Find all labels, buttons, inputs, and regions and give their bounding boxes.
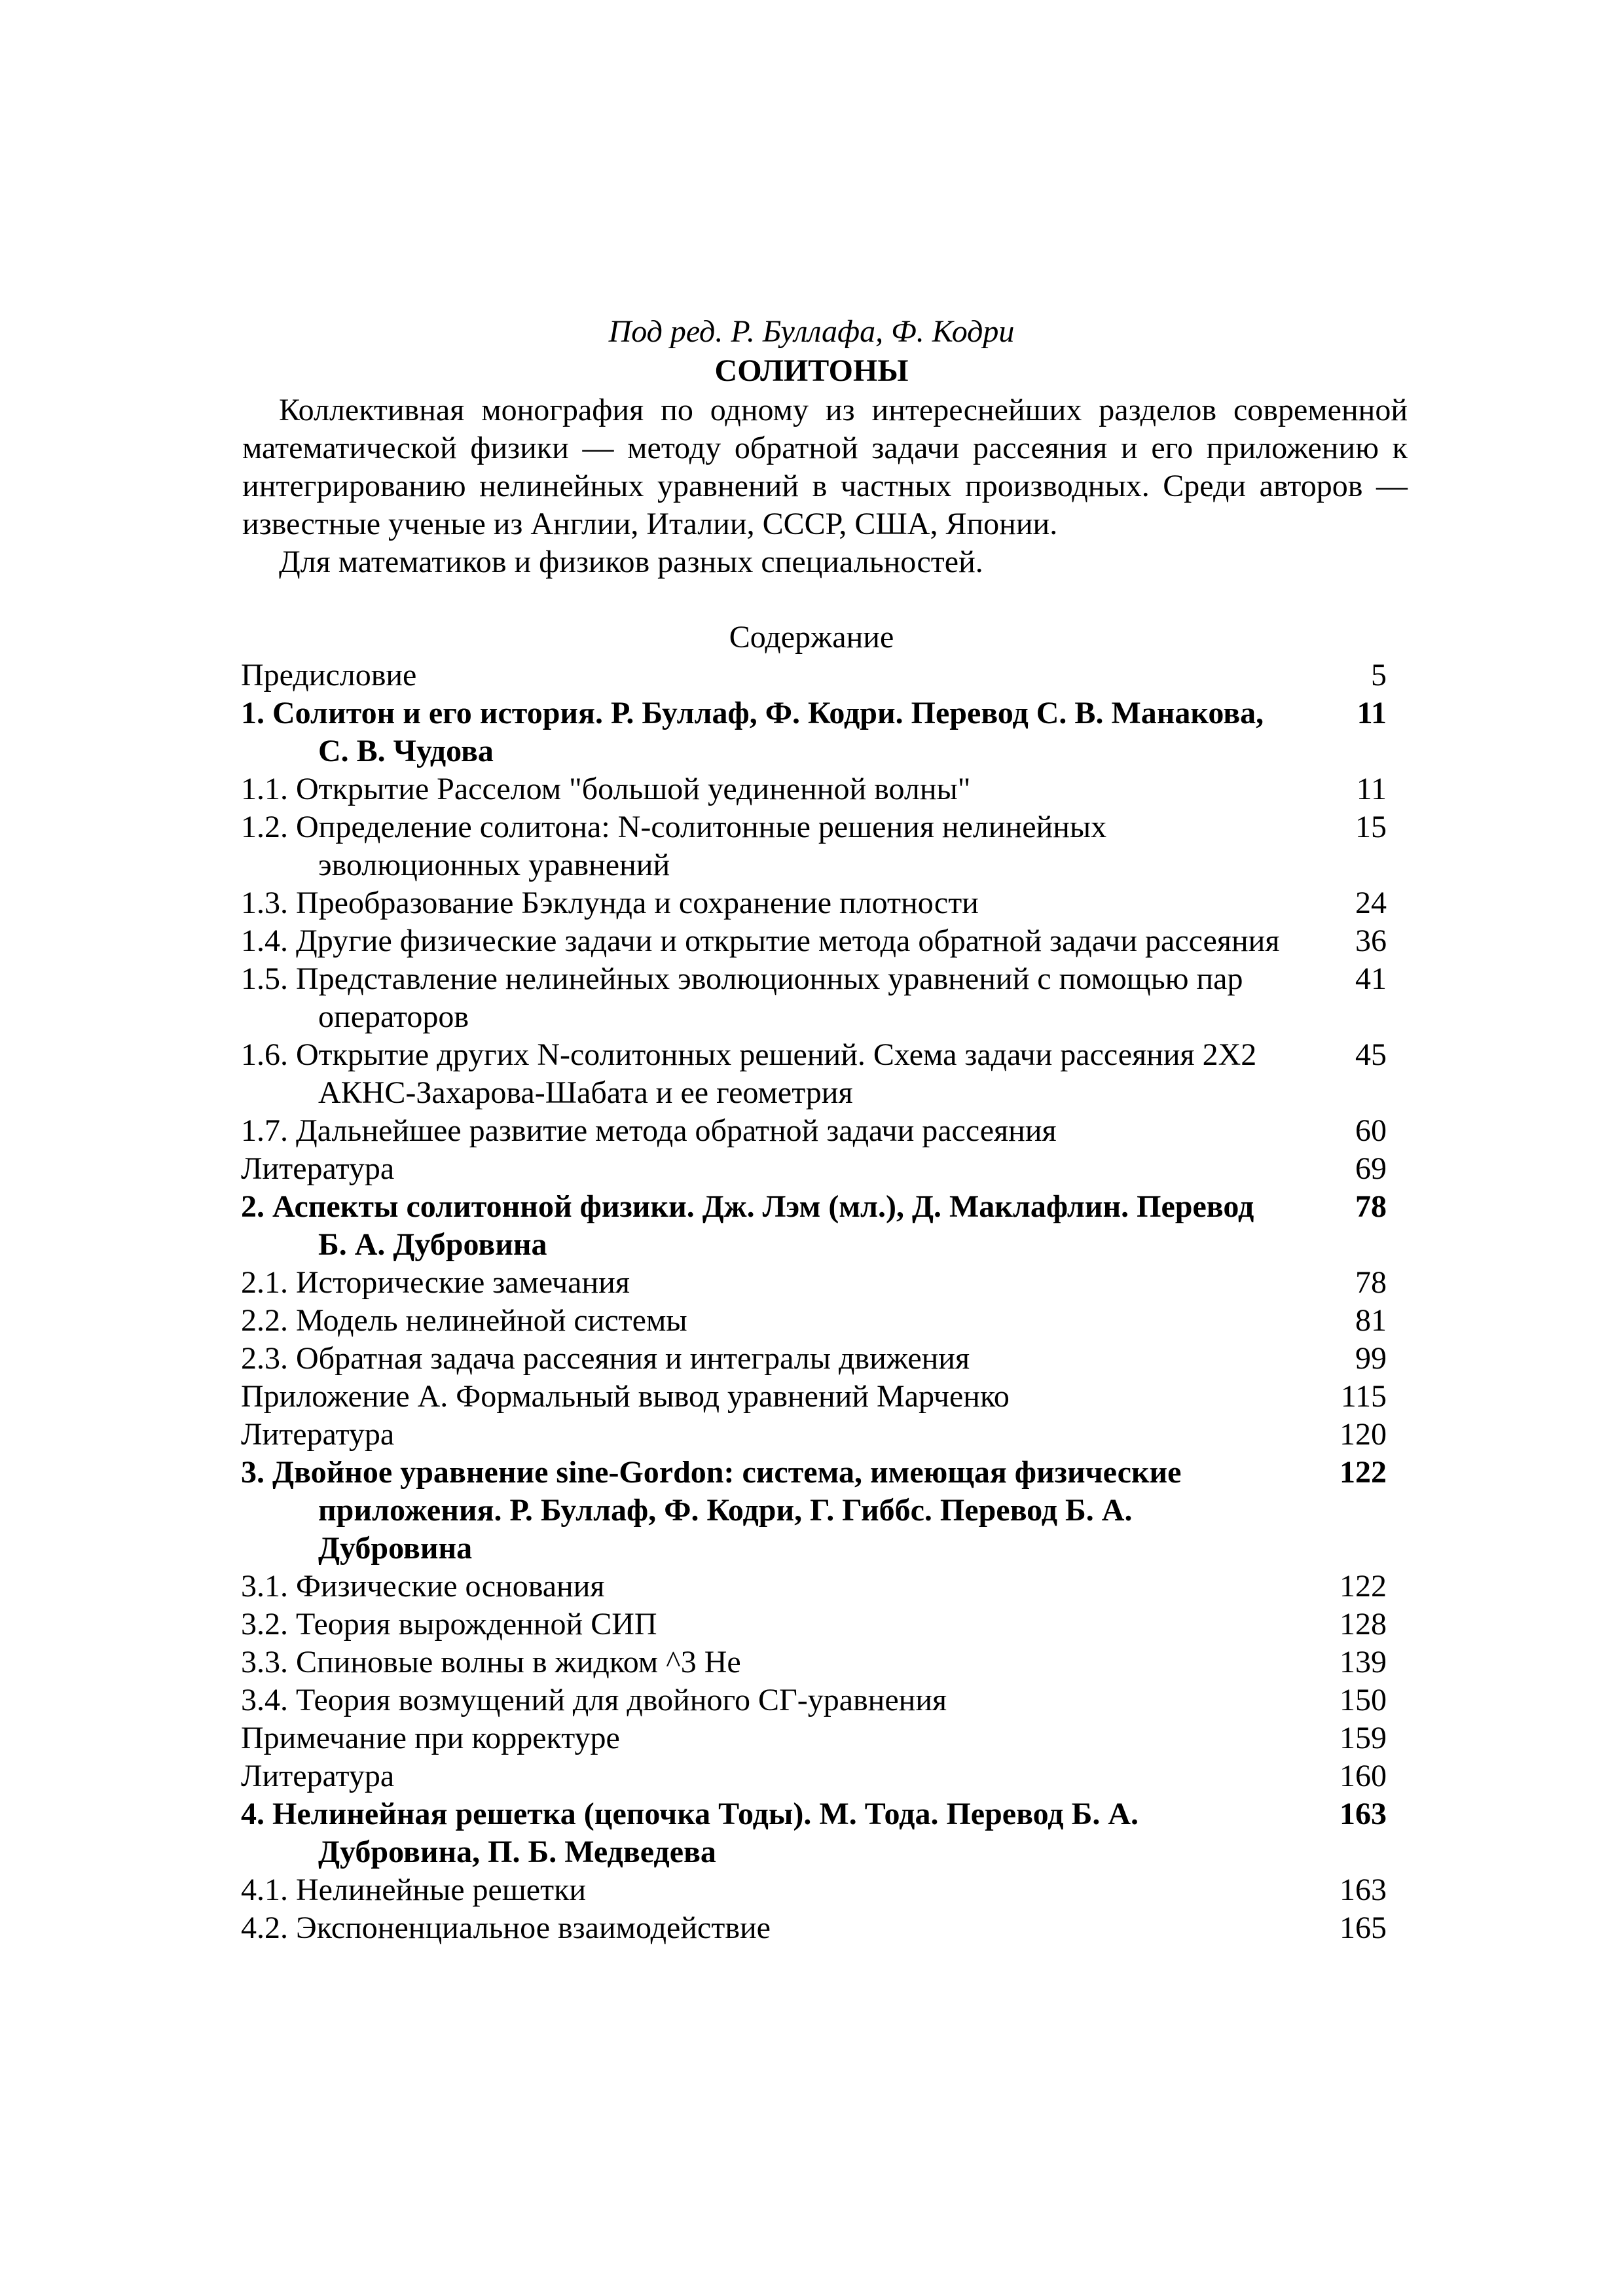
toc-row (241, 960, 1387, 1036)
toc-entry-page: 78 (1355, 1265, 1387, 1300)
toc-chapter-row (241, 1188, 1387, 1264)
toc-entry-title: 3.4. Теория возмущений для двойного СГ-уравнения (241, 1683, 947, 1717)
toc-entry-title: 1.2. Определение солитона: N-солитонные решения нелинейных эволюционных уравнений (241, 810, 1107, 882)
toc-entry-page: 11 (1356, 772, 1387, 806)
toc-row (241, 1681, 1387, 1719)
toc-row (241, 770, 1387, 808)
toc-row (241, 1150, 1387, 1188)
toc-row (241, 1112, 1387, 1150)
toc-entry-title: 3.2. Теория вырожденной СИП (241, 1607, 657, 1641)
toc-row (241, 1416, 1387, 1454)
toc-chapter-row (241, 1795, 1387, 1871)
toc-heading: Содержание (729, 620, 894, 655)
toc-entry-page: 165 (1340, 1910, 1387, 1945)
toc-entry-page: 163 (1340, 1873, 1387, 1907)
toc-entry-page: 128 (1340, 1607, 1387, 1641)
toc-entry-title: 1.6. Открытие других N-солитонных решений. Схема задачи рассеяния 2X2 АКНС-Захарова-Шабата и ее геометрия (241, 1037, 1257, 1110)
toc-entry-title: Литература (241, 1759, 395, 1793)
toc-entry-page: 60 (1355, 1113, 1387, 1148)
toc-entry-title: 1. Солитон и его история. Р. Буллаф, Ф. Кодри. Перевод С. В. Манакова, С. В. Чудова (241, 696, 1264, 768)
toc-entry-title: 2.3. Обратная задача рассеяния и интегралы движения (241, 1341, 970, 1376)
toc-entry-page: 24 (1355, 886, 1387, 920)
toc-row (241, 1568, 1387, 1605)
toc-entry-page: 159 (1340, 1721, 1387, 1755)
toc-entry-page: 81 (1355, 1303, 1387, 1338)
toc-entry-page: 5 (1371, 658, 1387, 692)
audience-note: Для математиков и физиков разных специальностей. (279, 545, 983, 579)
book-title: СОЛИТОНЫ (714, 353, 909, 388)
toc-row (241, 884, 1387, 922)
toc-row (241, 1719, 1387, 1757)
toc-entry-page: 122 (1340, 1569, 1387, 1604)
toc-entry-page: 160 (1340, 1759, 1387, 1793)
toc-chapter-row (241, 694, 1387, 770)
toc-entry-title: 1.3. Преобразование Бэклунда и сохранение плотности (241, 886, 979, 920)
toc-entry-title: 4.1. Нелинейные решетки (241, 1873, 587, 1907)
table-of-contents (241, 656, 1387, 1947)
toc-entry-page: 163 (1340, 1797, 1387, 1831)
toc-row (241, 922, 1387, 960)
toc-entry-title: 1.7. Дальнейшее развитие метода обратной задачи рассеяния (241, 1113, 1057, 1148)
toc-entry-page: 150 (1340, 1683, 1387, 1717)
editors-line: Под ред. Р. Буллафа, Ф. Кодри (608, 314, 1015, 349)
toc-entry-page: 122 (1340, 1455, 1387, 1490)
toc-row (241, 1909, 1387, 1947)
toc-row (241, 1605, 1387, 1643)
toc-entry-title: 1.4. Другие физические задачи и открытие метода обратной задачи рассеяния (241, 924, 1280, 958)
abstract-paragraph: Коллективная монография по одному из интереснейших разделов современной математической физики — методу обратной задачи рассеяния и его приложению к интегрированию нелинейных уравнений в частных производных. Среди авторов — известные ученые из Англии, Италии, СССР, США, Японии. (242, 393, 1408, 541)
toc-entry-title: Приложение А. Формальный вывод уравнений Марченко (241, 1379, 1010, 1414)
toc-entry-page: 69 (1355, 1151, 1387, 1186)
toc-row (241, 1340, 1387, 1378)
toc-entry-page: 45 (1355, 1037, 1387, 1072)
toc-entry-page: 115 (1340, 1379, 1387, 1414)
toc-entry-title: 4.2. Экспоненциальное взаимодействие (241, 1910, 771, 1945)
toc-entry-title: 4. Нелинейная решетка (цепочка Тоды). М. Тода. Перевод Б. А. Дубровина, П. Б. Медведева (241, 1797, 1139, 1869)
toc-entry-title: 3.3. Спиновые волны в жидком ^3 He (241, 1645, 741, 1679)
toc-entry-title: 2.2. Модель нелинейной системы (241, 1303, 687, 1338)
toc-row (241, 1264, 1387, 1302)
toc-entry-title: 3. Двойное уравнение sine-Gordon: система, имеющая физические приложения. Р. Буллаф, Ф. Кодри, Г. Гиббс. Перевод Б. А. Дубровина (241, 1455, 1182, 1566)
toc-entry-page: 78 (1355, 1189, 1387, 1224)
toc-entry-page: 11 (1357, 696, 1387, 730)
toc-row (241, 1302, 1387, 1340)
toc-row (241, 1378, 1387, 1416)
toc-entry-title: 2.1. Исторические замечания (241, 1265, 630, 1300)
toc-entry-title: Литература (241, 1151, 395, 1186)
toc-entry-page: 36 (1355, 924, 1387, 958)
toc-row (241, 656, 1387, 694)
toc-row (241, 1757, 1387, 1795)
toc-chapter-row (241, 1454, 1387, 1568)
toc-entry-title: 3.1. Физические основания (241, 1569, 605, 1604)
toc-entry-page: 15 (1355, 810, 1387, 844)
toc-entry-page: 41 (1355, 961, 1387, 996)
toc-entry-page: 139 (1340, 1645, 1387, 1679)
toc-row (241, 1036, 1387, 1112)
toc-entry-title: 1.1. Открытие Расселом "большой уединенной волны" (241, 772, 971, 806)
toc-entry-title: Примечание при корректуре (241, 1721, 620, 1755)
toc-entry-title: Предисловие (241, 658, 417, 692)
toc-entry-page: 120 (1340, 1417, 1387, 1452)
toc-entry-title: Литература (241, 1417, 395, 1452)
toc-row (241, 808, 1387, 884)
abstract (242, 391, 1408, 581)
toc-entry-title: 2. Аспекты солитонной физики. Дж. Лэм (мл.), Д. Маклафлин. Перевод Б. А. Дубровина (241, 1189, 1254, 1262)
toc-entry-title: 1.5. Представление нелинейных эволюционных уравнений с помощью пар операторов (241, 961, 1243, 1034)
toc-entry-page: 99 (1355, 1341, 1387, 1376)
toc-row (241, 1871, 1387, 1909)
toc-row (241, 1643, 1387, 1681)
